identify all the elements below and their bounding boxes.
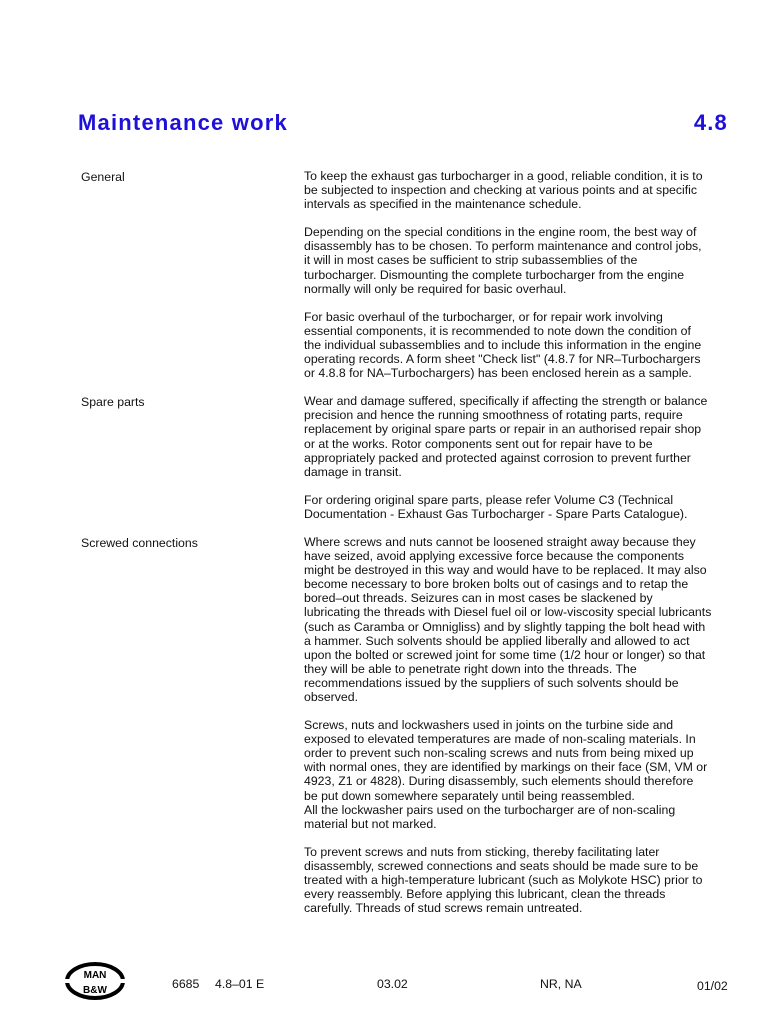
page-title: Maintenance work [78, 110, 288, 135]
section-number: 4.8 [693, 110, 728, 135]
paragraph-general-2: Depending on the special conditions in the engine room, the best way of disassembly has to be chosen. To perform maintenance and control jobs, it will in most cases be sufficient to strip subassemblies of the turbocharger. Dismounting the complete turbocharger from the engine normally will only be required for basic overhaul. [304, 225, 702, 296]
footer-types: NR, NA [540, 977, 582, 991]
footer-doc-ref: 4.8–01 E [215, 977, 265, 991]
footer-page-number: 01/02 [697, 979, 728, 993]
footer-date: 03.02 [377, 977, 408, 991]
paragraph-screwed-2: Screws, nuts and lockwashers used in joints on the turbine side and exposed to elevated temperatures are made of non-scaling materials. In order to prevent such non-scaling screws and nuts from being mixed up with normal ones, they are identified by markings on their face (SM, VM or 4923, Z1 or 4828). During disassembly, such elements should therefore be put down somewhere separately until being reassembled. All the lockwasher pairs used on the turbocharger are of non-scaling material but not marked. [304, 718, 708, 831]
label-spare-parts: Spare parts [81, 395, 145, 409]
label-screwed-connections: Screwed connections [81, 536, 198, 550]
paragraph-screwed-3: To prevent screws and nuts from sticking, thereby facilitating later disassembly, screwed connections and seats should be made sure to be treated with a high-temperature lubricant (such as Molykote HSC) prior to every reassembly. Before applying this lubricant, clean the threads carefully. Threads of stud screws remain untreated. [304, 844, 703, 916]
footer-doc-number: 6685 [172, 977, 200, 991]
body-text [304, 169, 744, 915]
paragraph-general-1: To keep the exhaust gas turbocharger in a good, reliable condition, it is to be subjected to inspection and checking at various points and at specific intervals as specified in the maintenance schedule. [304, 169, 703, 212]
logo-text-bottom: B&W [83, 985, 107, 996]
label-general: General [81, 170, 125, 184]
paragraph-spare-parts-2: For ordering original spare parts, please refer Volume C3 (Technical Documentation - Exhaust Gas Turbocharger - Spare Parts Catalogue). [304, 492, 688, 521]
paragraph-general-3: For basic overhaul of the turbocharger, or for repair work involving essential components, it is recommended to note down the condition of the individual subassemblies and to include this information in the engine operating records. A form sheet "Check list" (4.8.7 for NR–Turbochargers or 4.8.8 for NA–Turbochargers) has been enclosed herein as a sample. [304, 309, 702, 381]
paragraph-screwed-1: Where screws and nuts cannot be loosened straight away because they have seized, avoid applying excessive force because the components might be destroyed in this way and would have to be replaced. It may also become necessary to bore broken bolts out of casings and to retap the bored–out threads. Seizures can in most cases be slackened by lubricating the threads with Diesel fuel oil or low-viscosity special lubricants (such as Caramba or Omnigliss) and by slightly tapping the bolt head with a hammer. Such solvents should be applied liberally and allowed to act upon the bolted or screwed joint for some time (1/2 hour or longer) so that they will be able to penetrate right down into the threads. The recommendations issued by the suppliers of such solvents should be observed. [304, 534, 712, 704]
logo-text-top: MAN [83, 970, 107, 981]
man-bw-logo [63, 962, 127, 1000]
paragraph-spare-parts-1: Wear and damage suffered, specifically if affecting the strength or balance precision and hence the running smoothness of rotating parts, require replacement by original spare parts or repair in an authorised repair shop or at the works. Rotor components sent out for repair have to be appropriately packed and protected against corrosion to prevent further damage in transit. [304, 394, 708, 479]
